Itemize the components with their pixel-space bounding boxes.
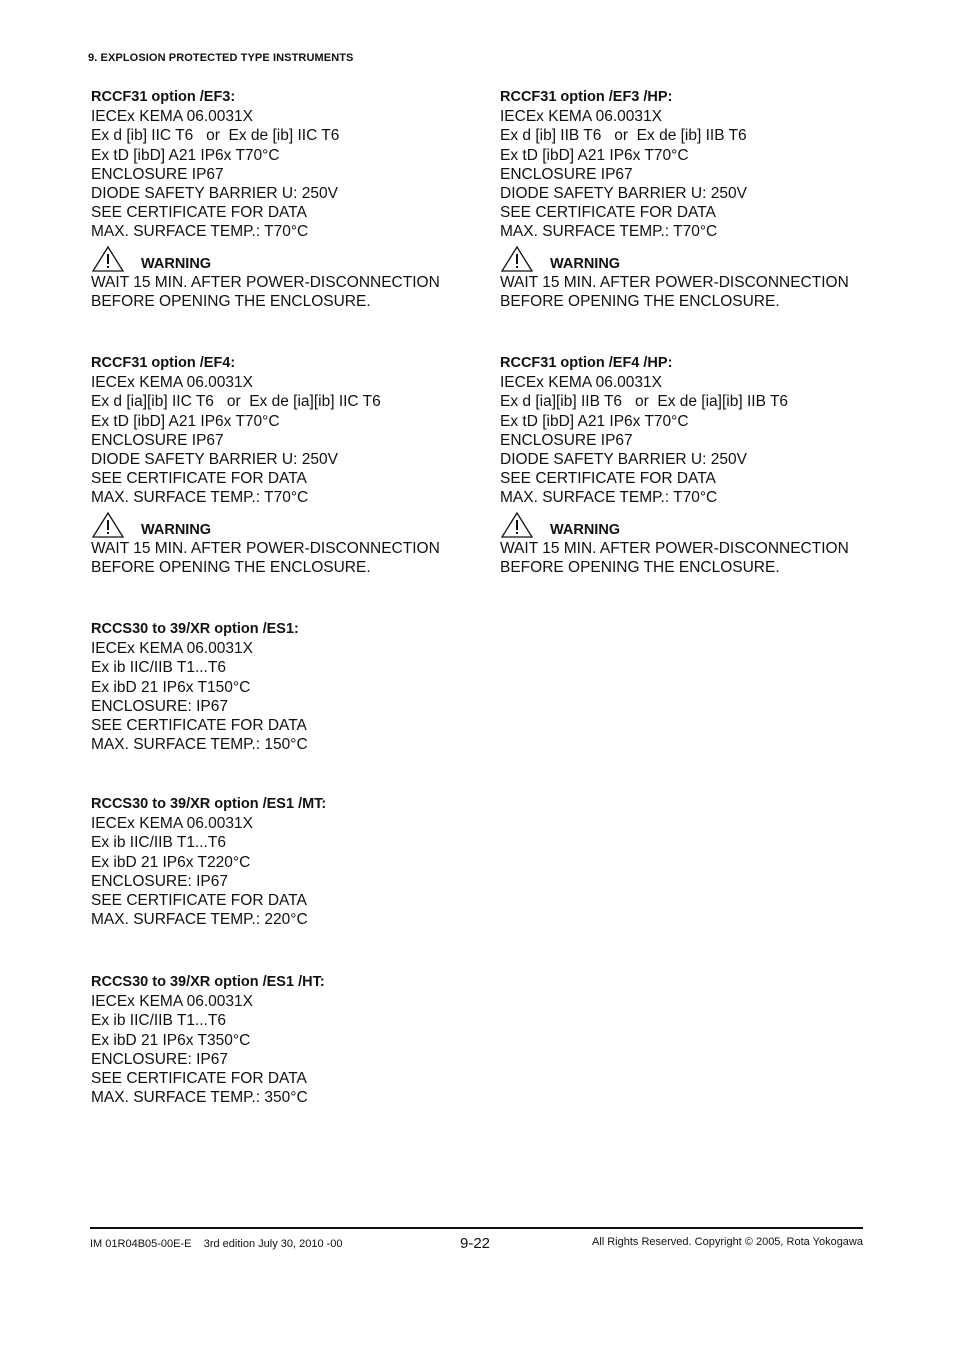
block-line: Ex tD [ibD] A21 IP6x T70°C: [500, 146, 689, 164]
block-line: MAX. SURFACE TEMP.: T70°C: [91, 223, 309, 241]
block-title: RCCF31 option /EF3 /HP:: [500, 89, 673, 105]
block-line: MAX. SURFACE TEMP.: T70°C: [500, 489, 718, 507]
warning-line: BEFORE OPENING THE ENCLOSURE.: [500, 292, 780, 310]
section-header: 9. EXPLOSION PROTECTED TYPE INSTRUMENTS: [88, 52, 354, 64]
footer-doc-id: IM 01R04B05-00E-E 3rd edition July 30, 2010 -00: [90, 1238, 343, 1250]
block-title: RCCF31 option /EF4 /HP:: [500, 355, 673, 371]
cert-block-es1-ht: [91, 973, 491, 1107]
cert-block-es1: [91, 620, 491, 754]
warning-label: WARNING: [141, 521, 212, 538]
cert-block-ef3: [91, 88, 491, 311]
cert-block-es1-mt: [91, 795, 491, 929]
block-line: Ex tD [ibD] A21 IP6x T70°C: [500, 412, 689, 430]
warning-label: WARNING: [550, 521, 621, 538]
footer-copyright: All Rights Reserved. Copyright © 2005, Rota Yokogawa: [591, 1236, 863, 1248]
block-line: ENCLOSURE: IP67: [91, 1050, 228, 1068]
block-line: IECEx KEMA 06.0031X: [500, 108, 662, 126]
block-line: Ex ibD 21 IP6x T350°C: [91, 1031, 251, 1049]
block-line: Ex tD [ibD] A21 IP6x T70°C: [91, 146, 280, 164]
block-line: MAX. SURFACE TEMP.: 220°C: [91, 911, 308, 929]
warning-triangle-icon: [91, 511, 125, 539]
warning-triangle-icon: [91, 245, 125, 273]
warning-row: [500, 509, 900, 539]
warning-label: WARNING: [550, 255, 621, 272]
block-title: RCCF31 option /EF4:: [91, 355, 236, 371]
block-line: ENCLOSURE IP67: [91, 165, 224, 183]
block-title: RCCS30 to 39/XR option /ES1:: [91, 621, 299, 637]
block-line: Ex ibD 21 IP6x T220°C: [91, 853, 251, 871]
block-line: Ex ib IIC/IIB T1...T6: [91, 834, 226, 852]
block-line: DIODE SAFETY BARRIER U: 250V: [500, 451, 747, 469]
block-line: IECEx KEMA 06.0031X: [91, 374, 253, 392]
block-line: Ex tD [ibD] A21 IP6x T70°C: [91, 412, 280, 430]
block-line: Ex ib IIC/IIB T1...T6: [91, 659, 226, 677]
block-line: SEE CERTIFICATE FOR DATA: [500, 470, 716, 488]
footer-divider: [90, 1227, 863, 1229]
block-line: MAX. SURFACE TEMP.: T70°C: [500, 223, 718, 241]
warning-triangle-icon: [500, 511, 534, 539]
block-line: SEE CERTIFICATE FOR DATA: [91, 717, 307, 735]
warning-triangle-icon: [500, 245, 534, 273]
block-title: RCCF31 option /EF3:: [91, 89, 236, 105]
block-line: IECEx KEMA 06.0031X: [91, 993, 253, 1011]
block-line: Ex ib IIC/IIB T1...T6: [91, 1012, 226, 1030]
block-line: SEE CERTIFICATE FOR DATA: [500, 204, 716, 222]
block-line: ENCLOSURE: IP67: [91, 697, 228, 715]
warning-row: [91, 509, 491, 539]
block-line: IECEx KEMA 06.0031X: [91, 108, 253, 126]
block-title: RCCS30 to 39/XR option /ES1 /MT:: [91, 796, 327, 812]
block-line: ENCLOSURE IP67: [500, 165, 633, 183]
block-line: DIODE SAFETY BARRIER U: 250V: [91, 185, 338, 203]
block-line: SEE CERTIFICATE FOR DATA: [91, 204, 307, 222]
block-line: SEE CERTIFICATE FOR DATA: [91, 892, 307, 910]
block-line: Ex d [ib] IIB T6 or Ex de [ib] IIB T6: [500, 127, 747, 145]
warning-label: WARNING: [141, 255, 212, 272]
block-line: Ex ibD 21 IP6x T150°C: [91, 678, 251, 696]
block-line: IECEx KEMA 06.0031X: [500, 374, 662, 392]
warning-line: WAIT 15 MIN. AFTER POWER-DISCONNECTION: [500, 539, 849, 557]
warning-line: BEFORE OPENING THE ENCLOSURE.: [500, 558, 780, 576]
warning-line: BEFORE OPENING THE ENCLOSURE.: [91, 558, 371, 576]
block-line: DIODE SAFETY BARRIER U: 250V: [500, 185, 747, 203]
block-line: ENCLOSURE IP67: [500, 431, 633, 449]
block-line: DIODE SAFETY BARRIER U: 250V: [91, 451, 338, 469]
block-line: MAX. SURFACE TEMP.: 150°C: [91, 736, 308, 754]
block-line: Ex d [ia][ib] IIC T6 or Ex de [ia][ib] IIC T6: [91, 393, 381, 411]
page-number: 9-22: [460, 1235, 491, 1252]
block-title: RCCS30 to 39/XR option /ES1 /HT:: [91, 974, 325, 990]
cert-block-ef3-hp: [500, 88, 900, 311]
block-line: ENCLOSURE: IP67: [91, 872, 228, 890]
block-line: MAX. SURFACE TEMP.: T70°C: [91, 489, 309, 507]
warning-row: [500, 243, 900, 273]
warning-line: WAIT 15 MIN. AFTER POWER-DISCONNECTION: [91, 273, 440, 291]
warning-line: BEFORE OPENING THE ENCLOSURE.: [91, 292, 371, 310]
block-line: Ex d [ia][ib] IIB T6 or Ex de [ia][ib] IIB T6: [500, 393, 789, 411]
block-line: MAX. SURFACE TEMP.: 350°C: [91, 1089, 308, 1107]
warning-row: [91, 243, 491, 273]
block-line: Ex d [ib] IIC T6 or Ex de [ib] IIC T6: [91, 127, 340, 145]
warning-line: WAIT 15 MIN. AFTER POWER-DISCONNECTION: [500, 273, 849, 291]
block-line: IECEx KEMA 06.0031X: [91, 815, 253, 833]
block-line: SEE CERTIFICATE FOR DATA: [91, 1070, 307, 1088]
block-line: SEE CERTIFICATE FOR DATA: [91, 470, 307, 488]
warning-line: WAIT 15 MIN. AFTER POWER-DISCONNECTION: [91, 539, 440, 557]
cert-block-ef4-hp: [500, 354, 900, 577]
cert-block-ef4: [91, 354, 491, 577]
block-line: IECEx KEMA 06.0031X: [91, 640, 253, 658]
block-line: ENCLOSURE IP67: [91, 431, 224, 449]
